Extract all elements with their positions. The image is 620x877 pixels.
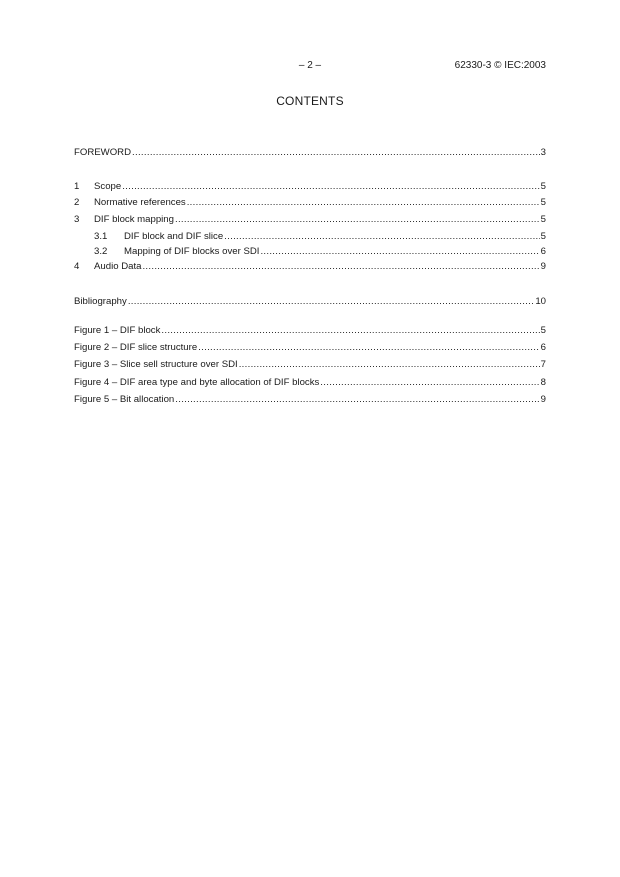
toc-entry-label: Bibliography xyxy=(74,296,127,307)
dot-leader xyxy=(224,230,539,244)
toc-entry-section[interactable] xyxy=(74,180,546,194)
dot-leader xyxy=(187,196,540,210)
toc-entry-number: 2 xyxy=(74,197,80,208)
toc-entry-number: 1 xyxy=(74,181,80,192)
toc-entry-page: 10 xyxy=(535,296,546,307)
toc-entry-page: 5 xyxy=(540,325,546,336)
toc-entry-page: 3 xyxy=(540,147,546,158)
toc-entry-figure[interactable] xyxy=(74,358,546,372)
toc-entry-figure[interactable] xyxy=(74,341,546,355)
toc-entry-page: 9 xyxy=(540,261,546,272)
toc-entry-label: Figure 5 – Bit allocation xyxy=(74,394,175,405)
toc-entry-label: Figure 2 – DIF slice structure xyxy=(74,342,198,353)
document-id: 62330-3 © IEC:2003 xyxy=(454,60,546,71)
toc-entry-label: Figure 3 – Slice sell structure over SDI xyxy=(74,359,238,370)
page-number: – 2 – xyxy=(298,60,322,71)
toc-entry-label: FOREWORD xyxy=(74,147,132,158)
toc-entry-section[interactable] xyxy=(74,196,546,210)
toc-entry-label: DIF block and DIF slice xyxy=(124,231,224,242)
toc-entry-page: 6 xyxy=(540,246,546,257)
toc-entry-label: Mapping of DIF blocks over SDI xyxy=(124,246,260,257)
dot-leader xyxy=(132,146,540,160)
toc-entry-foreword[interactable] xyxy=(74,146,546,160)
toc-entry-number: 3 xyxy=(74,214,80,225)
toc-entry-number: 4 xyxy=(74,261,80,272)
toc-entry-section[interactable] xyxy=(74,260,546,274)
toc-entry-bibliography[interactable] xyxy=(74,295,546,309)
dot-leader xyxy=(239,358,540,372)
toc-entry-figure[interactable] xyxy=(74,376,546,390)
toc-entry-label: Audio Data xyxy=(94,261,142,272)
toc-entry-page: 5 xyxy=(540,231,546,242)
toc-entry-page: 9 xyxy=(540,394,546,405)
dot-leader xyxy=(260,245,539,259)
toc-entry-label: Figure 4 – DIF area type and byte allocation of DIF blocks xyxy=(74,377,320,388)
toc-entry-section[interactable] xyxy=(74,213,546,227)
contents-title: CONTENTS xyxy=(276,94,344,108)
dot-leader xyxy=(175,393,539,407)
toc-entry-label: Scope xyxy=(94,181,122,192)
dot-leader xyxy=(175,213,540,227)
dot-leader xyxy=(122,180,539,194)
toc-entry-page: 8 xyxy=(540,377,546,388)
toc-entry-label: DIF block mapping xyxy=(94,214,174,225)
toc-entry-label: Normative references xyxy=(94,197,186,208)
toc-entry-number: 3.2 xyxy=(94,246,108,257)
toc-entry-figure[interactable] xyxy=(74,393,546,407)
toc-entry-page: 5 xyxy=(540,214,546,225)
toc-entry-page: 5 xyxy=(540,197,546,208)
toc-entry-label: Figure 1 – DIF block xyxy=(74,325,161,336)
toc-entry-number: 3.1 xyxy=(94,231,108,242)
toc-entry-subsection[interactable] xyxy=(74,230,546,244)
dot-leader xyxy=(142,260,539,274)
toc-entry-page: 5 xyxy=(540,181,546,192)
dot-leader xyxy=(128,295,535,309)
dot-leader xyxy=(320,376,539,390)
toc-entry-subsection[interactable] xyxy=(74,245,546,259)
dot-leader xyxy=(198,341,539,355)
toc-entry-page: 6 xyxy=(540,342,546,353)
dot-leader xyxy=(161,324,539,338)
toc-entry-page: 7 xyxy=(540,359,546,370)
toc-entry-figure[interactable] xyxy=(74,324,546,338)
